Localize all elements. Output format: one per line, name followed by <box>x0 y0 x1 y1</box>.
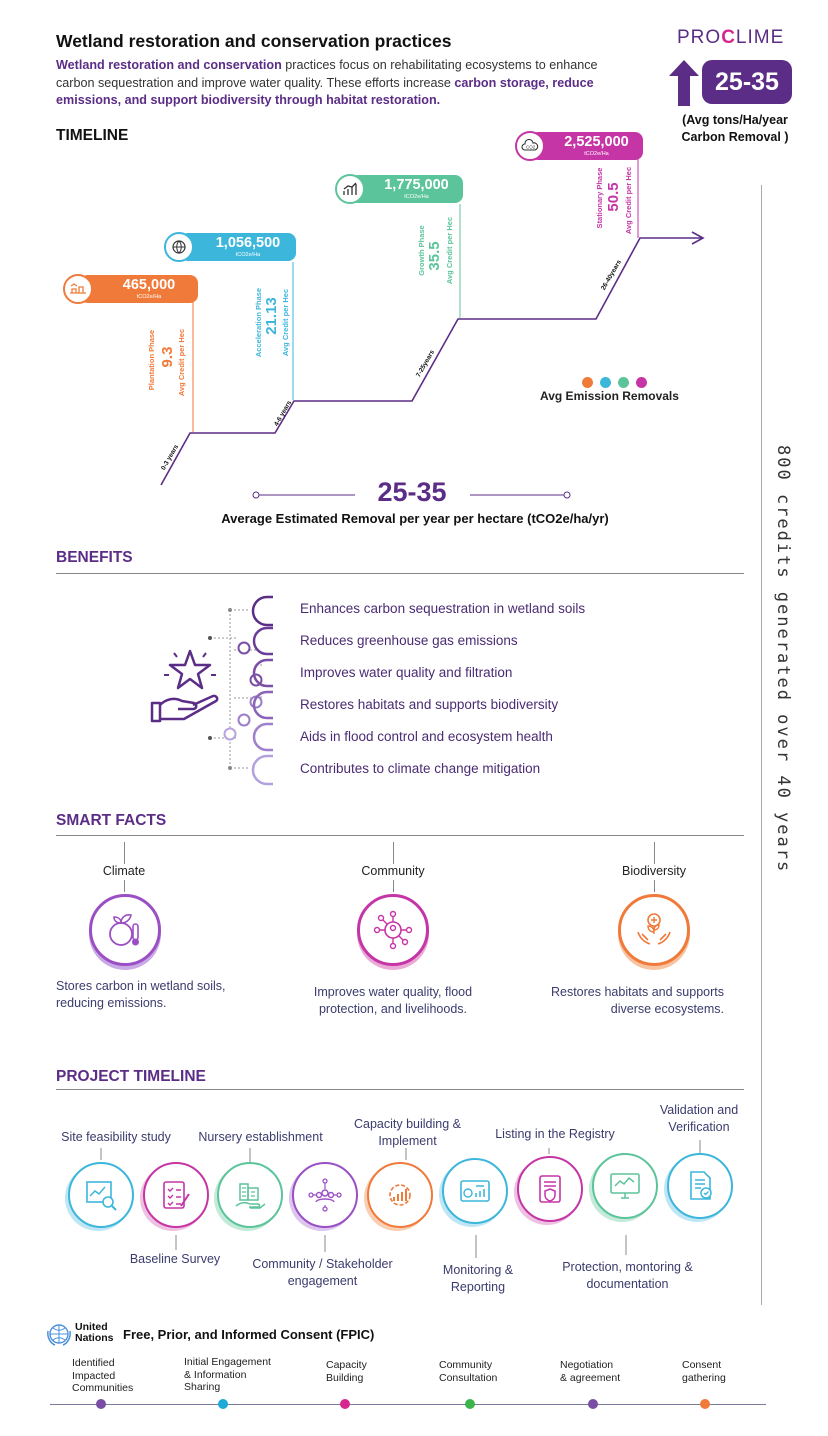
smart-facts-heading: SMART FACTS <box>56 812 167 829</box>
fact-desc-biodiversity: Restores habitats and supports diverse ecosystems. <box>550 985 724 1016</box>
community-network-icon <box>373 910 413 950</box>
fpic-step-dot <box>96 1399 106 1409</box>
step-site-feasibility <box>68 1162 134 1228</box>
benefit-item: Restores habitats and supports biodiversity <box>300 697 559 712</box>
fpic-step-label: Capacity Building <box>326 1359 367 1384</box>
step-protection-monitoring <box>592 1153 658 1219</box>
un-wordmark: United Nations <box>75 1321 114 1344</box>
analytics-search-icon <box>84 1178 118 1212</box>
phase-credit-plantation: 9.3 <box>159 346 176 368</box>
step-label: Capacity building & Implement <box>353 1117 461 1148</box>
legend-label: Avg Emission Removals <box>540 389 679 403</box>
phase-name-stationary: Stationary Phase <box>595 167 604 229</box>
hands-plant-icon <box>634 910 674 950</box>
dashboard-icon <box>458 1174 492 1208</box>
benefit-item: Aids in flood control and ecosystem health <box>300 729 553 744</box>
phase-credit-stationary: 50.5 <box>605 182 622 212</box>
fact-desc-community: Improves water quality, flood protection, and livelihoods. <box>313 985 473 1016</box>
document-check-icon <box>683 1169 717 1203</box>
phase-credit-acceleration: 21.13 <box>263 297 280 335</box>
growth-chart-icon <box>335 174 365 204</box>
timeline-heading: TIMELINE <box>56 127 129 144</box>
fpic-step-label: Initial Engagement & Information Sharing <box>184 1356 271 1393</box>
project-timeline-rule <box>56 1089 744 1090</box>
avg-removal-caption: Average Estimated Removal per year per hectare (tCO2e/ha/yr) <box>221 511 609 526</box>
smart-facts-rule <box>56 835 744 836</box>
benefit-item: Improves water quality and filtration <box>300 665 513 680</box>
step-nursery <box>217 1162 283 1228</box>
fpic-track <box>50 1404 766 1405</box>
field-icon <box>63 274 93 304</box>
step-baseline-survey <box>143 1162 209 1228</box>
fpic-step-dot <box>700 1399 710 1409</box>
people-network-icon <box>308 1178 342 1212</box>
phase-credit-label-growth: Avg Credit per Hec <box>445 216 454 285</box>
gear-chart-icon <box>383 1178 417 1212</box>
side-credits-note: 800 credits generated over 40 years <box>773 445 793 874</box>
step-label: Site feasibility study <box>61 1130 171 1144</box>
fpic-step-label: Consent gathering <box>682 1359 726 1384</box>
checklist-icon <box>159 1178 193 1212</box>
fpic-step-label: Identified Impacted Communities <box>72 1357 134 1394</box>
fact-label-biodiversity: Biodiversity <box>622 864 686 878</box>
fpic-step-label: Negotiation & agreement <box>560 1359 621 1384</box>
project-timeline-heading: PROJECT TIMELINE <box>56 1068 206 1085</box>
phase-years-plantation: 0-3 years <box>160 443 181 472</box>
un-emblem-icon <box>46 1321 72 1347</box>
fact-ring-climate <box>89 894 161 966</box>
intro-bold-end: carbon storage, reduce emissions, and support biodiversity through habitat restoration. <box>56 75 594 107</box>
co2-cloud-icon <box>515 131 545 161</box>
proclime-logo: PROCLIME <box>677 27 785 48</box>
phase-credit-label-plantation: Avg Credit per Hec <box>177 328 186 397</box>
legend-dot-orange <box>582 377 593 388</box>
phase-badge-stationary: 2,525,000 tCO2e/Ha <box>530 132 643 160</box>
step-registry-listing <box>517 1156 583 1222</box>
benefits-brackets <box>245 595 275 790</box>
fact-connector <box>124 842 125 864</box>
fact-ring-biodiversity <box>618 894 690 966</box>
step-label: Monitoring & Reporting <box>442 1263 514 1294</box>
legend-dot-green <box>618 377 629 388</box>
phase-name-acceleration: Acceleration Phase <box>254 287 263 358</box>
phase-years-stationary: 26-40years <box>600 258 623 292</box>
fpic-step-dot <box>465 1399 475 1409</box>
fpic-step-dot <box>588 1399 598 1409</box>
step-label: Community / Stakeholder engagement <box>252 1257 393 1288</box>
climate-plant-thermometer-icon <box>105 910 145 950</box>
fpic-title: Free, Prior, and Informed Consent (FPIC) <box>123 1327 375 1342</box>
timeline-graph <box>0 0 760 540</box>
step-label: Validation and Verification <box>659 1103 739 1134</box>
benefit-item: Contributes to climate change mitigation <box>300 761 541 776</box>
hand-star-icon <box>150 645 230 725</box>
fpic-step-dot <box>218 1399 228 1409</box>
benefits-rule <box>56 573 744 574</box>
benefits-heading: BENEFITS <box>56 549 133 566</box>
legend-dot-blue <box>600 377 611 388</box>
phase-credit-label-acceleration: Avg Credit per Hec <box>281 288 290 357</box>
step-label: Protection, montoring & documentation <box>562 1260 693 1291</box>
fact-label-climate: Climate <box>102 864 146 878</box>
step-capacity-building <box>367 1162 433 1228</box>
benefit-item: Enhances carbon sequestration in wetland soils <box>300 601 586 616</box>
step-monitoring-reporting <box>442 1158 508 1224</box>
step-label: Baseline Survey <box>129 1252 221 1266</box>
side-divider <box>761 185 762 1305</box>
intro-regular: practices focus on rehabilitating ecosystems to enhance carbon sequestration and improve water quality. These efforts increase <box>56 58 598 90</box>
phase-name-plantation: Plantation Phase <box>147 329 156 391</box>
step-label: Listing in the Registry <box>495 1127 615 1141</box>
intro-bold-start: Wetland restoration and conservation <box>56 58 282 72</box>
benefit-item: Reduces greenhouse gas emissions <box>300 633 518 648</box>
building-hand-icon <box>233 1178 267 1212</box>
legend-dot-magenta <box>636 377 647 388</box>
step-label: Nursery establishment <box>198 1130 323 1144</box>
avg-removal-value: 25-35 <box>377 477 447 507</box>
fpic-step-dot <box>340 1399 350 1409</box>
fact-label-community: Community <box>361 864 425 878</box>
fpic-step-label: Community Consultation <box>439 1359 498 1384</box>
step-validation-verification <box>667 1153 733 1219</box>
fact-ring-community <box>357 894 429 966</box>
fact-desc-climate: Stores carbon in wetland soils, reducing emissions. <box>56 979 226 1010</box>
globe-icon <box>164 232 194 262</box>
phase-badge-plantation: 465,000 tCO2e/Ha <box>80 275 198 303</box>
phase-years-acceleration: 4-6 years <box>273 399 294 428</box>
registry-shield-icon <box>533 1172 567 1206</box>
phase-name-growth: Growth Phase <box>417 225 426 276</box>
page-title: Wetland restoration and conservation practices <box>56 31 452 51</box>
svg-text:CO2: CO2 <box>526 144 536 150</box>
phase-credit-growth: 35.5 <box>426 241 443 271</box>
removal-badge: 25-35 <box>702 60 792 104</box>
phase-credit-label-stationary: Avg Credit per Hec <box>624 166 633 235</box>
step-community-engagement <box>292 1162 358 1228</box>
phase-badge-acceleration: 1,056,500 tCO2e/Ha <box>180 233 296 261</box>
phase-years-growth: 7-25years <box>415 349 437 379</box>
removal-note: (Avg tons/Ha/year Carbon Removal ) <box>681 113 789 144</box>
monitor-screen-icon <box>608 1169 642 1203</box>
phase-badge-growth: 1,775,000 tCO2e/Ha <box>350 175 463 203</box>
